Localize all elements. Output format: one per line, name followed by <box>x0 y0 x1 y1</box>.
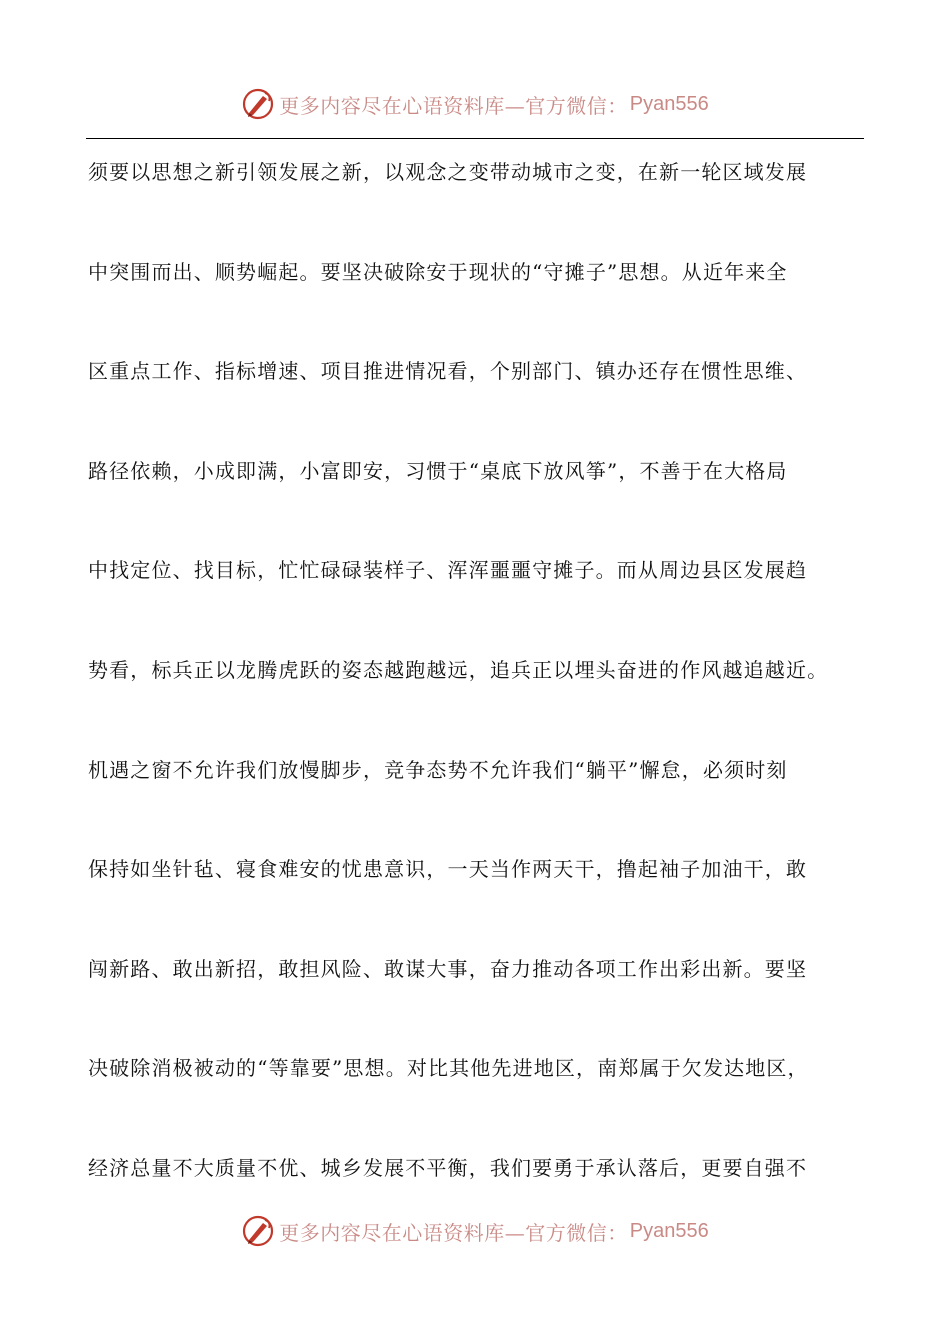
body-line: 路径依赖，小成即满，小富即安，习惯于“桌底下放风筝”，不善于在大格局 <box>88 458 788 483</box>
document-body <box>88 152 864 1248</box>
body-line: 机遇之窗不允许我们放慢脚步，竞争态势不允许我们“躺平”懈怠，必须时刻 <box>88 757 788 782</box>
pen-logo-icon <box>241 87 275 121</box>
footer-banner-id: Pyan556 <box>629 1219 709 1242</box>
pen-logo-icon <box>241 1214 275 1248</box>
body-line: 决破除消极被动的“等靠要”思想。对比其他先进地区，南郑属于欠发达地区， <box>88 1056 809 1081</box>
header-banner <box>0 84 950 124</box>
footer-banner-text: 更多内容尽在心语资料库—官方微信： <box>279 1220 628 1245</box>
body-line: 保持如坐针毡、寝食难安的忧患意识，一天当作两天干，撸起袖子加油干，敢 <box>88 857 808 882</box>
header-banner-id: Pyan556 <box>629 92 709 115</box>
body-line: 中找定位、找目标，忙忙碌碌装样子、浑浑噩噩守摊子。而从周边县区发展趋 <box>88 558 808 583</box>
body-line: 经济总量不大质量不优、城乡发展不平衡，我们要勇于承认落后，更要自强不 <box>88 1155 808 1180</box>
footer-banner <box>0 1211 950 1251</box>
body-line: 中突围而出、顺势崛起。要坚决破除安于现状的“守摊子”思想。从近年来全 <box>88 259 788 284</box>
body-line: 闯新路、敢出新招，敢担风险、敢谋大事，奋力推动各项工作出彩出新。要坚 <box>88 956 808 981</box>
body-line: 须要以思想之新引领发展之新，以观念之变带动城市之变，在新一轮区域发展 <box>88 160 808 184</box>
header-rule <box>86 138 864 139</box>
body-line: 区重点工作、指标增速、项目推进情况看，个别部门、镇办还存在惯性思维、 <box>88 359 808 384</box>
header-banner-text: 更多内容尽在心语资料库—官方微信： <box>279 93 628 118</box>
body-line: 势看，标兵正以龙腾虎跃的姿态越跑越远，追兵正以埋头奋进的作风越追越近。 <box>88 657 829 682</box>
